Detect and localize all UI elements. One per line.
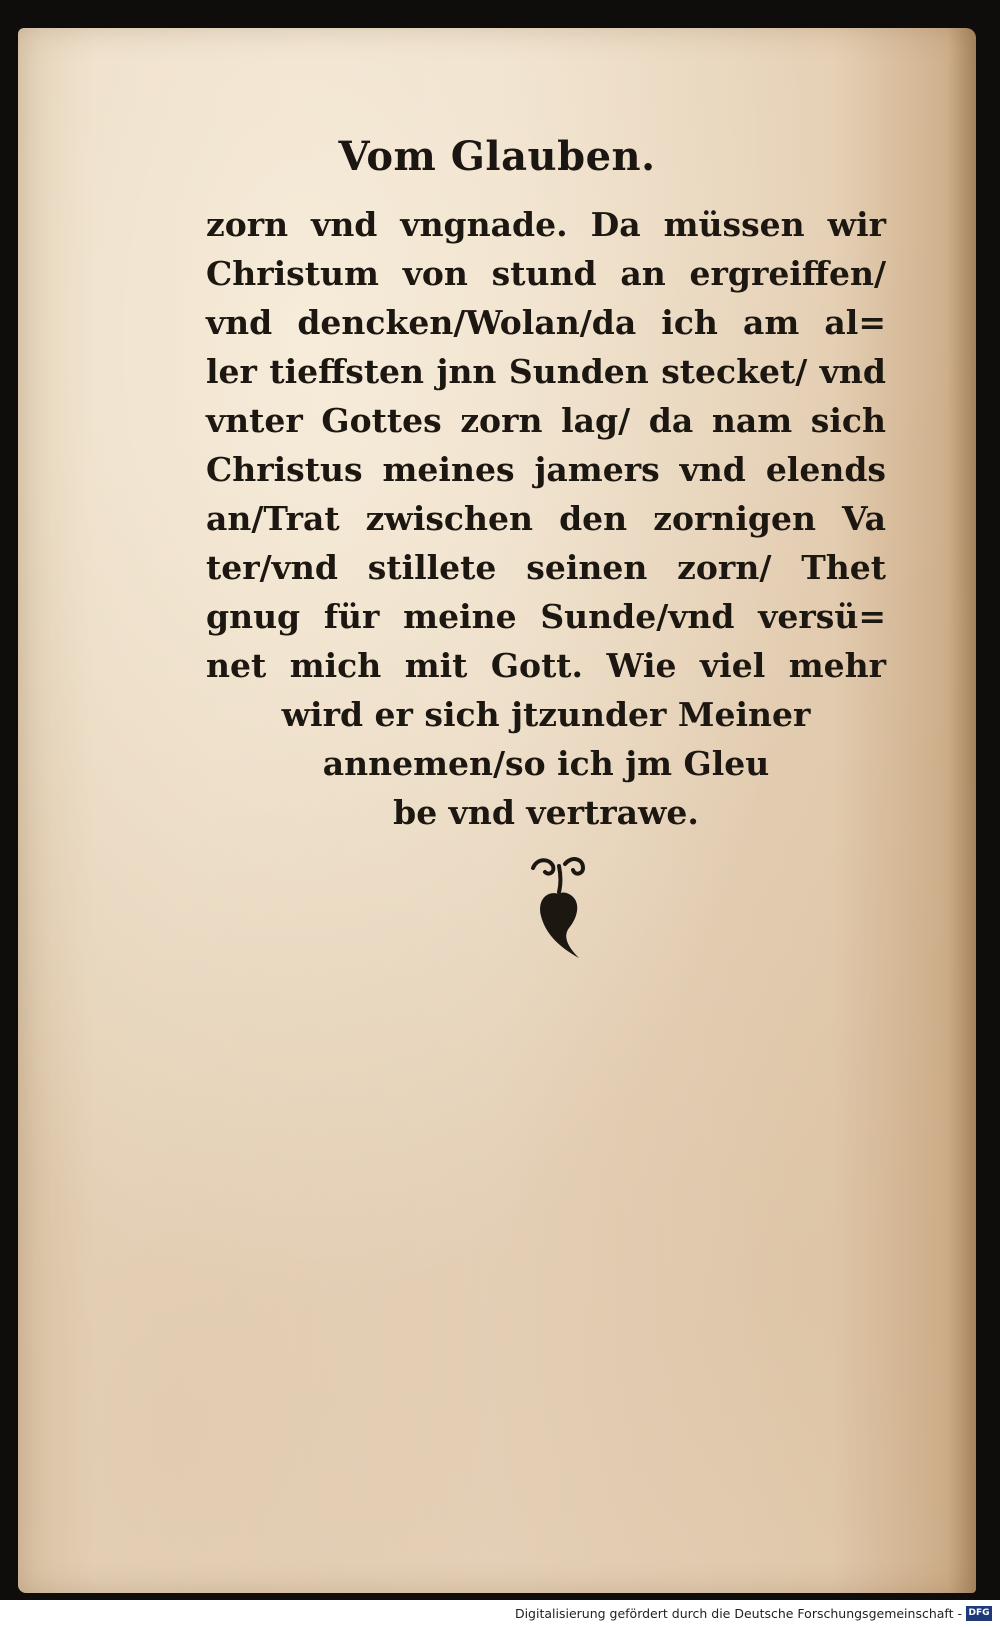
text-line: ter/vnd stillete seinen zorn/ Thet (206, 548, 886, 587)
text-line: gnug für meine Sunde/vnd versü= (206, 597, 886, 636)
text-line: Christum von stund an ergreiffen/ (206, 254, 886, 293)
text-line: net mich mit Gott. Wie viel mehr (206, 646, 886, 685)
body-text (206, 200, 886, 837)
text-line: wird er sich jtzunder Meiner (281, 695, 811, 734)
text-line: annemen/so ich jm Gleu (322, 744, 770, 783)
text-line: an/Trat zwischen den zornigen Va (206, 499, 886, 538)
running-header: Vom Glauben. (338, 133, 656, 180)
digitization-credit: Digitalisierung gefördert durch die Deutsche Forschungsgemeinschaft - (514, 1606, 962, 1621)
book-page (18, 28, 976, 1593)
hedera-leaf-icon (523, 850, 603, 970)
text-line: zorn vnd vngnade. Da müssen wir (206, 205, 886, 244)
text-line: vnd dencken/Wolan/da ich am al= (206, 303, 886, 342)
text-line: be vnd vertrawe. (393, 793, 699, 832)
text-line: vnter Gottes zorn lag/ da nam sich (206, 401, 886, 440)
text-line: ler tieffsten jnn Sunden stecket/ vnd (206, 352, 886, 391)
dfg-logo: DFG (966, 1606, 992, 1621)
text-line: Christus meines jamers vnd elends (206, 450, 886, 489)
